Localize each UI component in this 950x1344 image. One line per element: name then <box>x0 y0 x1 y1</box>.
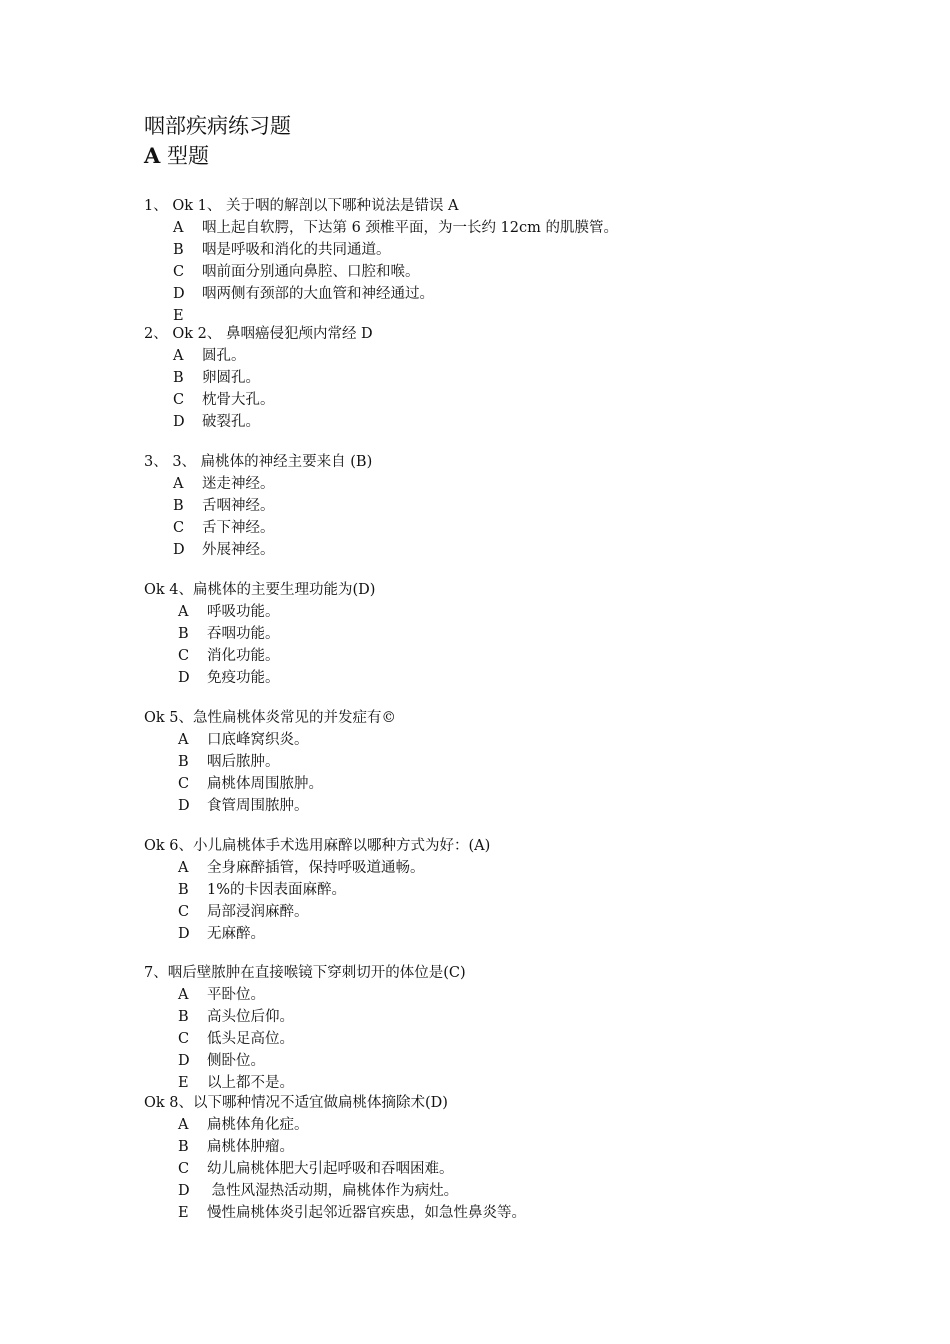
option-letter: C <box>178 1161 190 1177</box>
question-stem: Ok 4、扁桃体的主要生理功能为(D) <box>144 582 376 598</box>
answer-option <box>173 368 260 388</box>
option-text: 卵圆孔。 <box>202 370 260 386</box>
option-text: 急性风湿热活动期，扁桃体作为病灶。 <box>207 1183 459 1199</box>
option-text: 咽是呼吸和消化的共同通道。 <box>202 242 391 258</box>
option-text: 吞咽功能。 <box>207 626 280 642</box>
option-text: 舌咽神经。 <box>202 498 275 514</box>
option-letter: A <box>173 220 184 236</box>
answer-option <box>178 646 280 666</box>
answer-option <box>178 985 265 1005</box>
option-text: 高头位后仰。 <box>207 1009 294 1025</box>
option-text: 幼儿扁桃体肥大引起呼吸和吞咽困难。 <box>207 1161 454 1177</box>
option-text: 圆孔。 <box>202 348 246 364</box>
option-text: 免疫功能。 <box>207 670 280 686</box>
option-letter: D <box>178 798 190 814</box>
answer-option <box>178 1007 294 1027</box>
answer-option <box>173 474 275 494</box>
option-letter: B <box>178 1139 189 1155</box>
option-text: 以上都不是。 <box>207 1075 294 1091</box>
option-letter: C <box>178 648 190 664</box>
option-text: 迷走神经。 <box>202 476 275 492</box>
option-letter: A <box>178 604 189 620</box>
option-letter: C <box>173 264 185 280</box>
answer-option <box>173 284 434 304</box>
option-letter: A <box>178 1117 189 1133</box>
option-text: 平卧位。 <box>207 987 265 1003</box>
option-letter: A <box>173 348 184 364</box>
answer-option <box>178 752 280 772</box>
option-letter: B <box>173 370 184 386</box>
option-letter: C <box>178 904 190 920</box>
option-letter: E <box>173 308 184 324</box>
option-letter: C <box>173 520 185 536</box>
page-title: 咽部疾病练习题 <box>144 114 291 138</box>
section-heading <box>144 142 209 170</box>
answer-option <box>178 624 280 644</box>
option-letter: B <box>178 1009 189 1025</box>
answer-option <box>173 518 275 538</box>
option-text: 扁桃体周围脓肿。 <box>207 776 323 792</box>
option-text: 外展神经。 <box>202 542 275 558</box>
option-text: 低头足高位。 <box>207 1031 294 1047</box>
answer-option <box>178 1137 294 1157</box>
option-letter: E <box>178 1075 189 1091</box>
answer-option <box>173 240 391 260</box>
answer-option <box>178 796 309 816</box>
answer-option <box>173 390 275 410</box>
option-letter: D <box>178 926 190 942</box>
option-text: 舌下神经。 <box>202 520 275 536</box>
option-text: 全身麻醉插管，保持呼吸道通畅。 <box>207 860 425 876</box>
option-text: 慢性扁桃体炎引起邻近器官疾患，如急性鼻炎等。 <box>207 1205 526 1221</box>
option-letter: D <box>173 286 185 302</box>
option-letter: B <box>178 626 189 642</box>
answer-option <box>178 858 425 878</box>
question-stem: Ok 8、以下哪种情况不适宜做扁桃体摘除术(D) <box>144 1095 448 1111</box>
answer-option <box>173 496 275 516</box>
option-text: 口底峰窝织炎。 <box>207 732 309 748</box>
answer-option <box>178 1181 458 1201</box>
option-letter: C <box>178 776 190 792</box>
answer-option <box>173 306 202 326</box>
answer-option <box>178 924 265 944</box>
answer-option <box>173 346 246 366</box>
option-text: 1%的卡因表面麻醉。 <box>207 882 347 898</box>
answer-option <box>178 1051 265 1071</box>
option-text: 呼吸功能。 <box>207 604 280 620</box>
answer-option <box>173 540 275 560</box>
answer-option <box>178 602 280 622</box>
option-letter: A <box>173 476 184 492</box>
option-text: 咽上起自软腭，下达第 6 颈椎平面，为一长约 12cm 的肌膜管。 <box>202 220 618 236</box>
option-text: 局部浸润麻醉。 <box>207 904 309 920</box>
option-text: 无麻醉。 <box>207 926 265 942</box>
question-stem: 7、咽后壁脓肿在直接喉镜下穿刺切开的体位是(C) <box>144 965 466 981</box>
answer-option <box>178 1159 454 1179</box>
option-letter: D <box>173 542 185 558</box>
option-letter: D <box>178 1053 190 1069</box>
option-text: 破裂孔。 <box>202 414 260 430</box>
section-type-text: 型题 <box>160 144 209 168</box>
option-text: 咽后脓肿。 <box>207 754 280 770</box>
option-text: 枕骨大孔。 <box>202 392 275 408</box>
answer-option <box>178 1073 294 1093</box>
question-stem: 2、 Ok 2、 鼻咽癌侵犯颅内常经 D <box>144 326 373 342</box>
answer-option <box>178 1029 294 1049</box>
option-letter: C <box>173 392 185 408</box>
option-letter: D <box>178 670 190 686</box>
answer-option <box>178 902 309 922</box>
answer-option <box>173 262 420 282</box>
answer-option <box>178 880 346 900</box>
answer-option <box>178 730 309 750</box>
answer-option <box>173 218 618 238</box>
option-letter: C <box>178 1031 190 1047</box>
question-stem: Ok 6、小儿扁桃体手术选用麻醉以哪种方式为好：(A) <box>144 838 491 854</box>
option-letter: D <box>173 414 185 430</box>
answer-option <box>173 412 260 432</box>
question-stem: 3、 3、 扁桃体的神经主要来自 (B) <box>144 454 373 470</box>
option-letter: B <box>178 754 189 770</box>
option-text: 扁桃体肿瘤。 <box>207 1139 294 1155</box>
option-letter: B <box>173 242 184 258</box>
answer-option <box>178 774 323 794</box>
option-text: 侧卧位。 <box>207 1053 265 1069</box>
question-stem: 1、 Ok 1、 关于咽的解剖以下哪种说法是错误 A <box>144 198 459 214</box>
option-letter: D <box>178 1183 190 1199</box>
option-letter: E <box>178 1205 189 1221</box>
option-letter: B <box>178 882 189 898</box>
option-text: 食管周围脓肿。 <box>207 798 309 814</box>
answer-option <box>178 1203 526 1223</box>
answer-option <box>178 668 280 688</box>
option-text: 咽前面分别通向鼻腔、口腔和喉。 <box>202 264 420 280</box>
option-letter: A <box>178 987 189 1003</box>
option-letter: B <box>173 498 184 514</box>
answer-option <box>178 1115 309 1135</box>
option-text: 消化功能。 <box>207 648 280 664</box>
question-stem: Ok 5、急性扁桃体炎常见的并发症有© <box>144 710 397 726</box>
option-text: 扁桃体角化症。 <box>207 1117 309 1133</box>
section-type-letter: A <box>144 143 161 168</box>
option-letter: A <box>178 860 189 876</box>
option-text: 咽两侧有颈部的大血管和神经通过。 <box>202 286 434 302</box>
option-letter: A <box>178 732 189 748</box>
